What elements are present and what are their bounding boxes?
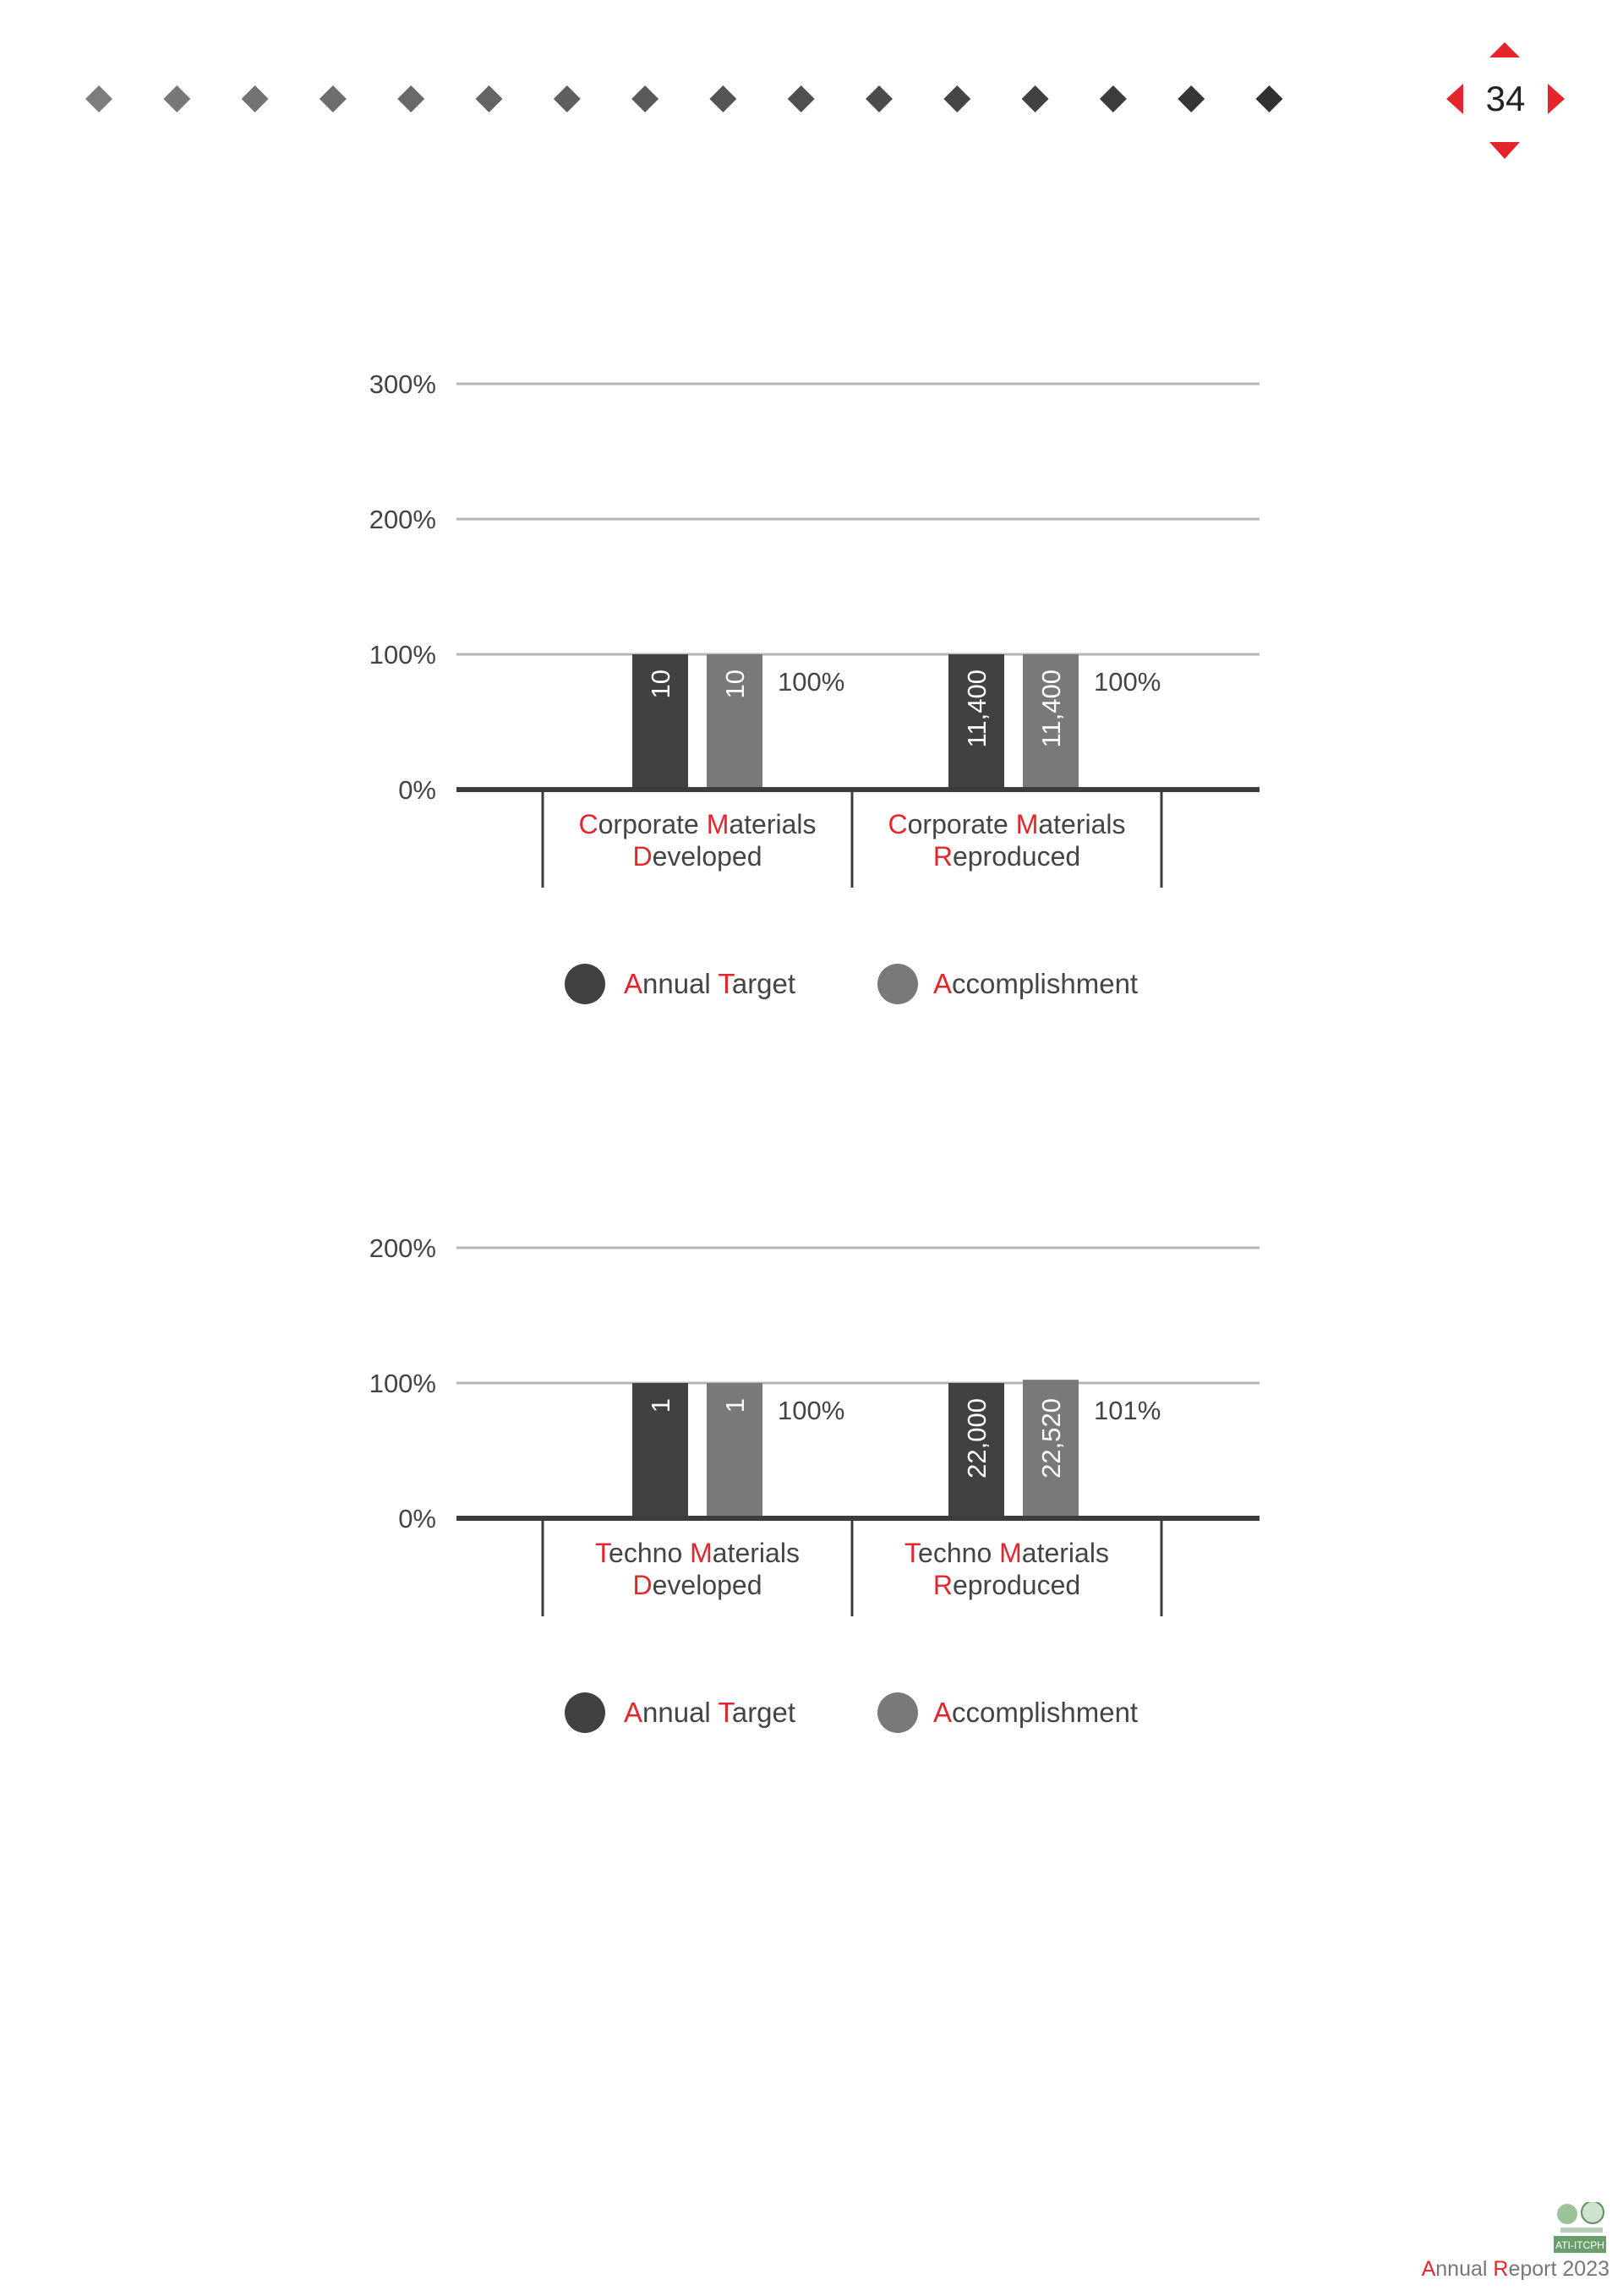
bar-value-label: 22,000 (962, 1398, 992, 1479)
legend-label: Accomplishment (933, 968, 1139, 999)
category-label: Corporate Materials (888, 809, 1126, 839)
svg-text:ATI-ITCPH: ATI-ITCPH (1555, 2239, 1604, 2251)
y-tick-label: 0% (398, 1504, 436, 1533)
bar-value-label: 1 (720, 1398, 750, 1413)
legend-swatch (877, 964, 918, 1004)
category-label: Techno Materials (904, 1538, 1109, 1568)
diamond-marker (242, 85, 269, 112)
legend-label: Accomplishment (933, 1697, 1139, 1728)
ati-itcph-logo (1549, 2202, 1609, 2265)
diamond-marker (1178, 85, 1205, 112)
accomplishment-rate-label: 100% (778, 1396, 845, 1425)
category-label: Developed (632, 841, 762, 872)
bar-value-label: 10 (646, 670, 675, 699)
diamond-marker (1100, 85, 1127, 112)
accomplishment-rate-label: 100% (778, 667, 845, 697)
bar-value-label: 11,400 (962, 670, 992, 748)
footer-report-title: Annual Report 2023 (1421, 2257, 1609, 2281)
diamond-marker (397, 85, 424, 112)
diamond-marker (788, 85, 815, 112)
y-tick-label: 100% (369, 1369, 436, 1398)
diamond-marker (85, 85, 112, 112)
nav-down-arrow-icon (1489, 142, 1520, 159)
legend-swatch (565, 964, 605, 1004)
category-label: Developed (632, 1570, 762, 1600)
nav-left-arrow-icon (1446, 84, 1463, 114)
y-tick-label: 200% (369, 505, 436, 534)
y-tick-label: 100% (369, 640, 436, 670)
diamond-marker (1256, 85, 1283, 112)
y-tick-label: 300% (369, 369, 436, 399)
bar-value-label: 22,520 (1036, 1398, 1066, 1479)
legend-swatch (877, 1692, 918, 1733)
diamond-marker (943, 85, 970, 112)
bar-value-label: 11,400 (1036, 670, 1066, 748)
diamond-marker (554, 85, 581, 112)
diamond-marker (163, 85, 190, 112)
category-label: Corporate Materials (578, 809, 817, 839)
diamond-marker (1022, 85, 1049, 112)
diamond-marker (320, 85, 347, 112)
diamond-marker (866, 85, 893, 112)
nav-right-arrow-icon (1548, 84, 1565, 114)
y-tick-label: 200% (369, 1233, 436, 1263)
diamond-marker (476, 85, 503, 112)
category-label: Techno Materials (595, 1538, 800, 1568)
legend-label: Annual Target (624, 1697, 796, 1728)
category-label: Reproduced (932, 1570, 1081, 1600)
accomplishment-rate-label: 101% (1094, 1396, 1161, 1425)
page-number: 34 (1485, 79, 1526, 118)
chart-corporate-materials (0, 321, 1623, 1040)
page-header-decoration (0, 0, 1623, 169)
diamond-row (85, 85, 1283, 112)
legend-label: Annual Target (624, 968, 796, 999)
legend-swatch (565, 1692, 605, 1733)
y-tick-label: 0% (398, 775, 436, 805)
bar-value-label: 1 (646, 1398, 675, 1413)
bar-value-label: 10 (720, 670, 750, 699)
category-label: Reproduced (932, 841, 1081, 872)
diamond-marker (709, 85, 736, 112)
accomplishment-rate-label: 100% (1094, 667, 1161, 697)
nav-up-arrow-icon (1489, 42, 1520, 57)
diamond-marker (631, 85, 658, 112)
chart-techno-materials (0, 1184, 1623, 1775)
